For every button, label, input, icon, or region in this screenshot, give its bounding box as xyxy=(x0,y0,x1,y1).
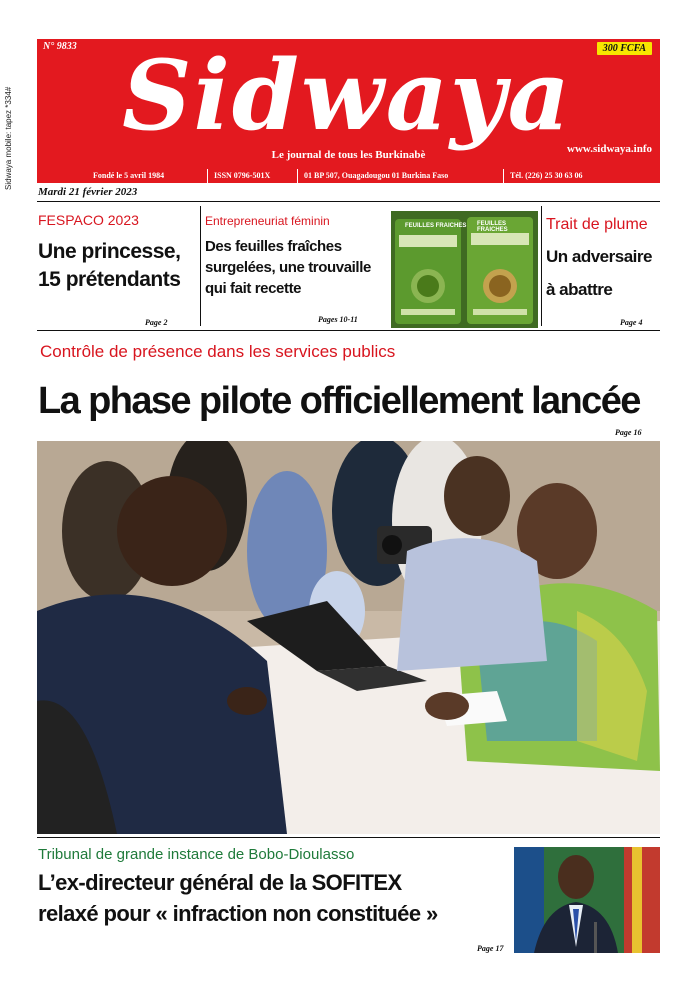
teaser-kicker: FESPACO 2023 xyxy=(38,212,139,228)
main-story-kicker: Contrôle de présence dans les services publics xyxy=(40,342,396,361)
bottom-headline-line: relaxé pour « infraction non constituée » xyxy=(38,901,438,926)
page-ref: Page 2 xyxy=(145,318,168,327)
issue-date: Mardi 21 février 2023 xyxy=(38,186,138,198)
page-ref: Page 16 xyxy=(615,428,642,437)
page-ref: Pages 10-11 xyxy=(318,315,358,324)
teaser-headline-line: Une princesse, xyxy=(38,240,181,263)
teaser-headline-line: 15 prétendants xyxy=(38,268,181,291)
issn: ISSN 0796-501X xyxy=(207,169,297,183)
motto: Le journal de tous les Burkinabè xyxy=(271,149,426,161)
phone: Tél. (226) 25 30 63 06 xyxy=(503,169,588,183)
product-label: FEUILLES FRAICHES xyxy=(405,223,467,229)
column-divider xyxy=(541,206,542,326)
teaser-divider xyxy=(37,330,660,331)
issue-number: N° 9833 xyxy=(43,41,77,52)
teaser-kicker: Trait de plume xyxy=(546,216,648,233)
main-headline[interactable]: La phase pilote officiellement lancée xyxy=(38,380,640,422)
bottom-headline-line: L’ex-directeur général de la SOFITEX xyxy=(38,870,402,895)
column-divider xyxy=(200,206,201,326)
bottom-story-kicker: Tribunal de grande instance de Bobo-Dioulasso xyxy=(38,846,355,863)
bottom-story[interactable] xyxy=(38,846,508,929)
teaser-headline-line: à abattre xyxy=(546,280,613,299)
sidwaya-mobile-note: Sidwaya mobile: tapez *334# xyxy=(4,86,13,190)
bottom-divider xyxy=(37,837,660,838)
teaser-entrepreneuriat[interactable] xyxy=(205,214,390,299)
founded-date: Fondé le 5 avril 1984 xyxy=(93,171,165,180)
teaser-headline-line: Des feuilles fraîches xyxy=(205,238,342,255)
website-link[interactable]: www.sidwaya.info xyxy=(567,143,652,155)
teaser-kicker: Entrepreneuriat féminin xyxy=(205,214,330,228)
address: 01 BP 507, Ouagadougou 01 Burkina Faso xyxy=(297,169,503,183)
teaser-fespaco[interactable] xyxy=(38,212,198,294)
product-label: FEUILLES FRAICHES xyxy=(477,221,508,233)
teaser-headline-line: qui fait recette xyxy=(205,280,302,297)
teaser-headline-line: surgelées, une trouvaille xyxy=(205,259,371,276)
portrait-photo xyxy=(514,847,660,953)
top-divider xyxy=(37,201,660,202)
page-ref: Page 4 xyxy=(620,318,643,327)
info-bar xyxy=(37,169,660,183)
main-photo xyxy=(37,441,660,834)
teaser-headline-line: Un adversaire xyxy=(546,247,652,266)
sidwaya-logo: Sidwaya xyxy=(122,39,572,152)
page-ref: Page 17 xyxy=(477,944,504,953)
masthead xyxy=(37,39,660,169)
price-badge: 300 FCFA xyxy=(597,42,652,55)
product-photo xyxy=(391,211,538,328)
teaser-trait-de-plume[interactable] xyxy=(546,216,660,306)
